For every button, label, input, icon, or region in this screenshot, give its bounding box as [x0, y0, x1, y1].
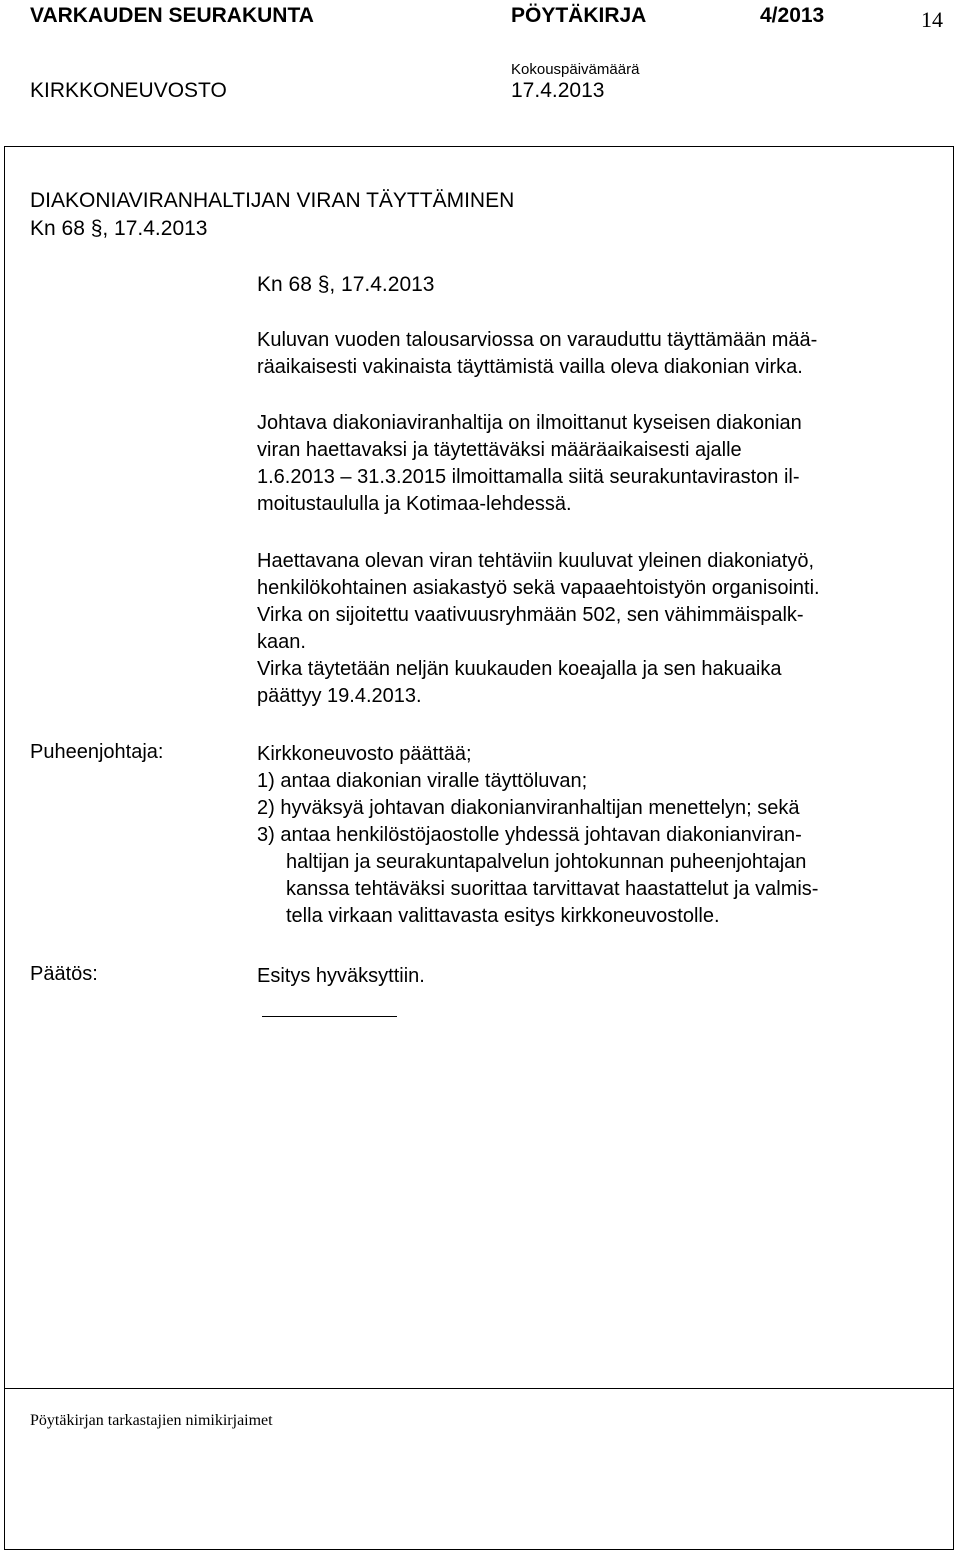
- paragraph-budget: [257, 327, 947, 381]
- paragraph-line: päättyy 19.4.2013.: [257, 685, 422, 707]
- chair-proposal: [257, 741, 947, 930]
- decision-text: Esitys hyväksyttiin.: [257, 965, 425, 987]
- section-reference-repeat: Kn 68 §, 17.4.2013: [257, 273, 435, 296]
- issue-number: 4/2013: [760, 4, 825, 27]
- footer-divider: [4, 1388, 954, 1389]
- paragraph-line: Virka täytetään neljän kuukauden koeajalla ja sen hakuaika: [257, 658, 782, 680]
- parish-name: VARKAUDEN SEURAKUNTA: [30, 4, 314, 27]
- chair-label: Puheenjohtaja:: [30, 741, 164, 763]
- paragraph-line: henkilökohtainen asiakastyö sekä vapaaehtoistyön organisointi.: [257, 577, 820, 599]
- paragraph-line: Kuluvan vuoden talousarviossa on varauduttu täyttämään mää-: [257, 329, 818, 351]
- decision-label: Päätös:: [30, 963, 98, 985]
- paragraph-line: 1.6.2013 – 31.3.2015 ilmoittamalla siitä seurakuntaviraston il-: [257, 466, 800, 488]
- governing-body: KIRKKONEUVOSTO: [30, 79, 227, 102]
- paragraph-duties: [257, 548, 947, 710]
- paragraph-line: räaikaisesti vakinaista täyttämistä vailla oleva diakonian virka.: [257, 356, 803, 378]
- proposal-item-3-line: kanssa tehtäväksi suorittaa tarvittavat haastattelut ja valmis-: [286, 878, 819, 900]
- proposal-item-2: 2) hyväksyä johtavan diakonianviranhaltijan menettelyn; sekä: [257, 797, 800, 819]
- paragraph-line: viran haettavaksi ja täytettäväksi määräaikaisesti ajalle: [257, 439, 742, 461]
- proposal-intro: Kirkkoneuvosto päättää;: [257, 743, 472, 765]
- paragraph-announcement: [257, 410, 947, 518]
- paragraph-line: kaan.: [257, 631, 306, 653]
- paragraph-line: Haettavana olevan viran tehtäviin kuuluvat yleinen diakoniatyö,: [257, 550, 815, 572]
- page-number: 14: [921, 7, 943, 32]
- paragraph-line: Johtava diakoniaviranhaltija on ilmoittanut kyseisen diakonian: [257, 412, 802, 434]
- proposal-item-3-line: 3) antaa henkilöstöjaostolle yhdessä johtavan diakonianviran-: [257, 824, 802, 846]
- paragraph-line: moitustaululla ja Kotimaa-lehdessä.: [257, 493, 572, 515]
- footer-initials-label: Pöytäkirjan tarkastajien nimikirjaimet: [30, 1412, 273, 1429]
- proposal-item-3-line: tella virkaan valittavasta esitys kirkkoneuvostolle.: [286, 905, 720, 927]
- meeting-date-label: Kokouspäivämäärä: [511, 61, 640, 78]
- section-reference: Kn 68 §, 17.4.2013: [30, 217, 208, 240]
- document-type: PÖYTÄKIRJA: [511, 4, 647, 27]
- meeting-date: 17.4.2013: [511, 79, 605, 102]
- proposal-item-3-line: haltijan ja seurakuntapalvelun johtokunnan puheenjohtajan: [286, 851, 807, 873]
- proposal-item-1: 1) antaa diakonian viralle täyttöluvan;: [257, 770, 588, 792]
- paragraph-line: Virka on sijoitettu vaativuusryhmään 502, sen vähimmäispalk-: [257, 604, 804, 626]
- end-rule: [262, 1016, 397, 1017]
- section-title: DIAKONIAVIRANHALTIJAN VIRAN TÄYTTÄMINEN: [30, 189, 515, 212]
